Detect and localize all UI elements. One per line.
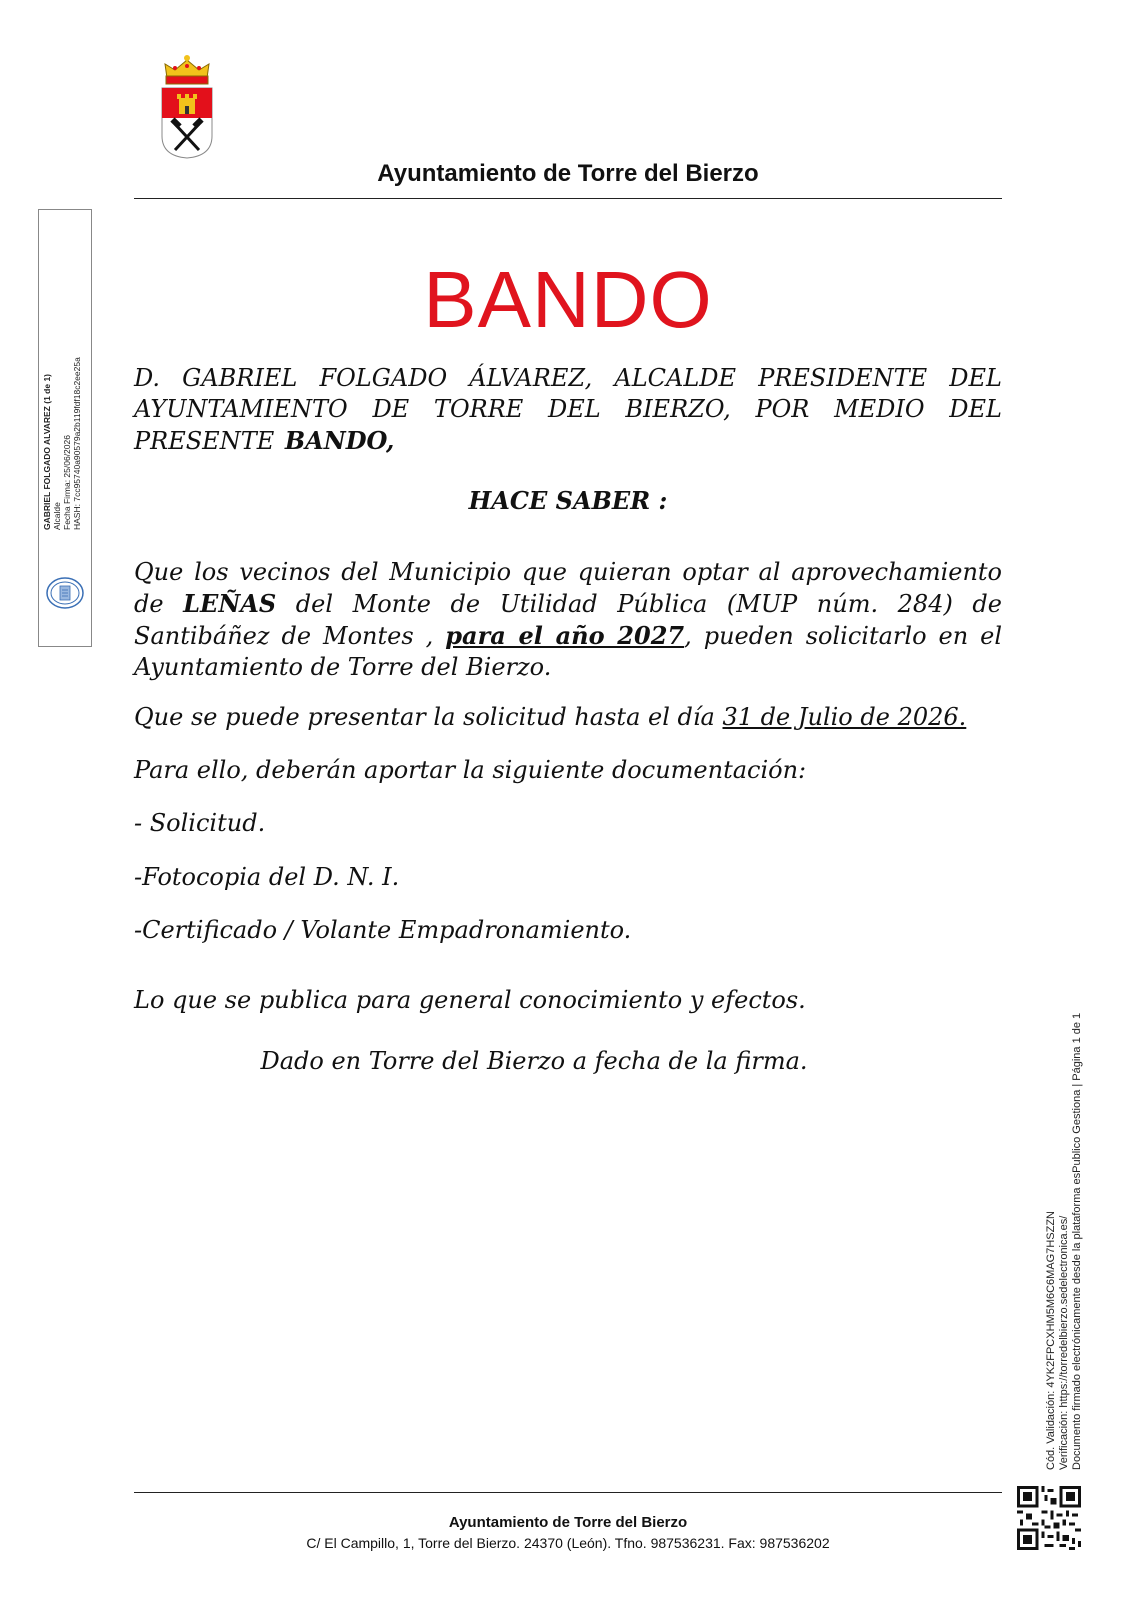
verification-note: Documento firmado electrónicamente desde la plataforma esPublico Gestiona | Página 1 de 1 — [1071, 1012, 1083, 1470]
signature-seal-icon — [45, 573, 85, 613]
intro-paragraph — [134, 363, 1002, 457]
p1-text-a: Que los vecinos del Municipio que quieran optar al aprovechamiento de — [134, 558, 1002, 618]
stamp-date: Fecha Firma: 25/06/2026 — [62, 435, 72, 530]
stamp-hash: HASH: 7cc95740a90579a2b119fdf18c2ee25a — [72, 357, 82, 530]
verification-text — [1045, 1013, 1084, 1470]
header-title: Ayuntamiento de Torre del Bierzo — [377, 160, 759, 187]
paragraph-publication: Lo que se publica para general conocimiento y efectos. — [134, 986, 806, 1014]
intro-text: D. GABRIEL FOLGADO ÁLVAREZ, ALCALDE PRESIDENTE DEL AYUNTAMIENTO DE TORRE DEL BIERZO, POR MEDIO DEL PRESENTE — [134, 364, 1002, 455]
list-item: -Fotocopia del D. N. I. — [134, 863, 400, 891]
p2-deadline-date: 31 de Julio de 2026. — [722, 703, 967, 731]
verification-code: Cód. Validación: 4YK2FPCXHM5M6C6MAG7HSZZN — [1045, 1211, 1057, 1470]
paragraph-dated: Dado en Torre del Bierzo a fecha de la firma. — [260, 1047, 808, 1075]
signature-stamp-text — [42, 330, 82, 530]
p1-text-e: , pueden solicitarlo en el Ayuntamiento de Torre del Bierzo. — [134, 622, 1003, 681]
p1-text-c: del Monte de Utilidad Pública (MUP núm. 284) de Santibáñez de Montes , — [134, 590, 1002, 650]
paragraph-deadline — [134, 702, 1002, 733]
p2-text: Que se puede presentar la solicitud hasta el día — [134, 703, 723, 731]
footer-divider — [134, 1492, 1002, 1493]
coat-of-arms-icon — [157, 52, 217, 160]
header-divider — [134, 198, 1002, 199]
footer-title: Ayuntamiento de Torre del Bierzo — [448, 1514, 688, 1531]
intro-bold: BANDO, — [284, 426, 395, 455]
stamp-role: Alcalde — [52, 502, 62, 530]
stamp-signer: GABRIEL FOLGADO ALVAREZ (1 de 1) — [42, 374, 52, 530]
document-title: BANDO — [423, 255, 713, 344]
list-item: - Solicitud. — [134, 809, 266, 837]
p1-bold-lenas: LEÑAS — [183, 589, 277, 618]
paragraph-request — [134, 557, 1002, 683]
footer-address: C/ El Campillo, 1, Torre del Bierzo. 24370 (León). Tfno. 987536231. Fax: 987536202 — [306, 1535, 830, 1551]
qr-code-icon[interactable] — [1017, 1486, 1081, 1550]
list-item: -Certificado / Volante Empadronamiento. — [134, 916, 632, 944]
p1-year: para el año 2027 — [445, 621, 685, 650]
verification-url: Verificación: https://torredelbierzo.sedelectronica.es/ — [1058, 1215, 1070, 1470]
hace-saber-heading: HACE SABER : — [468, 486, 668, 515]
paragraph-documentation: Para ello, deberán aportar la siguiente documentación: — [134, 756, 807, 784]
